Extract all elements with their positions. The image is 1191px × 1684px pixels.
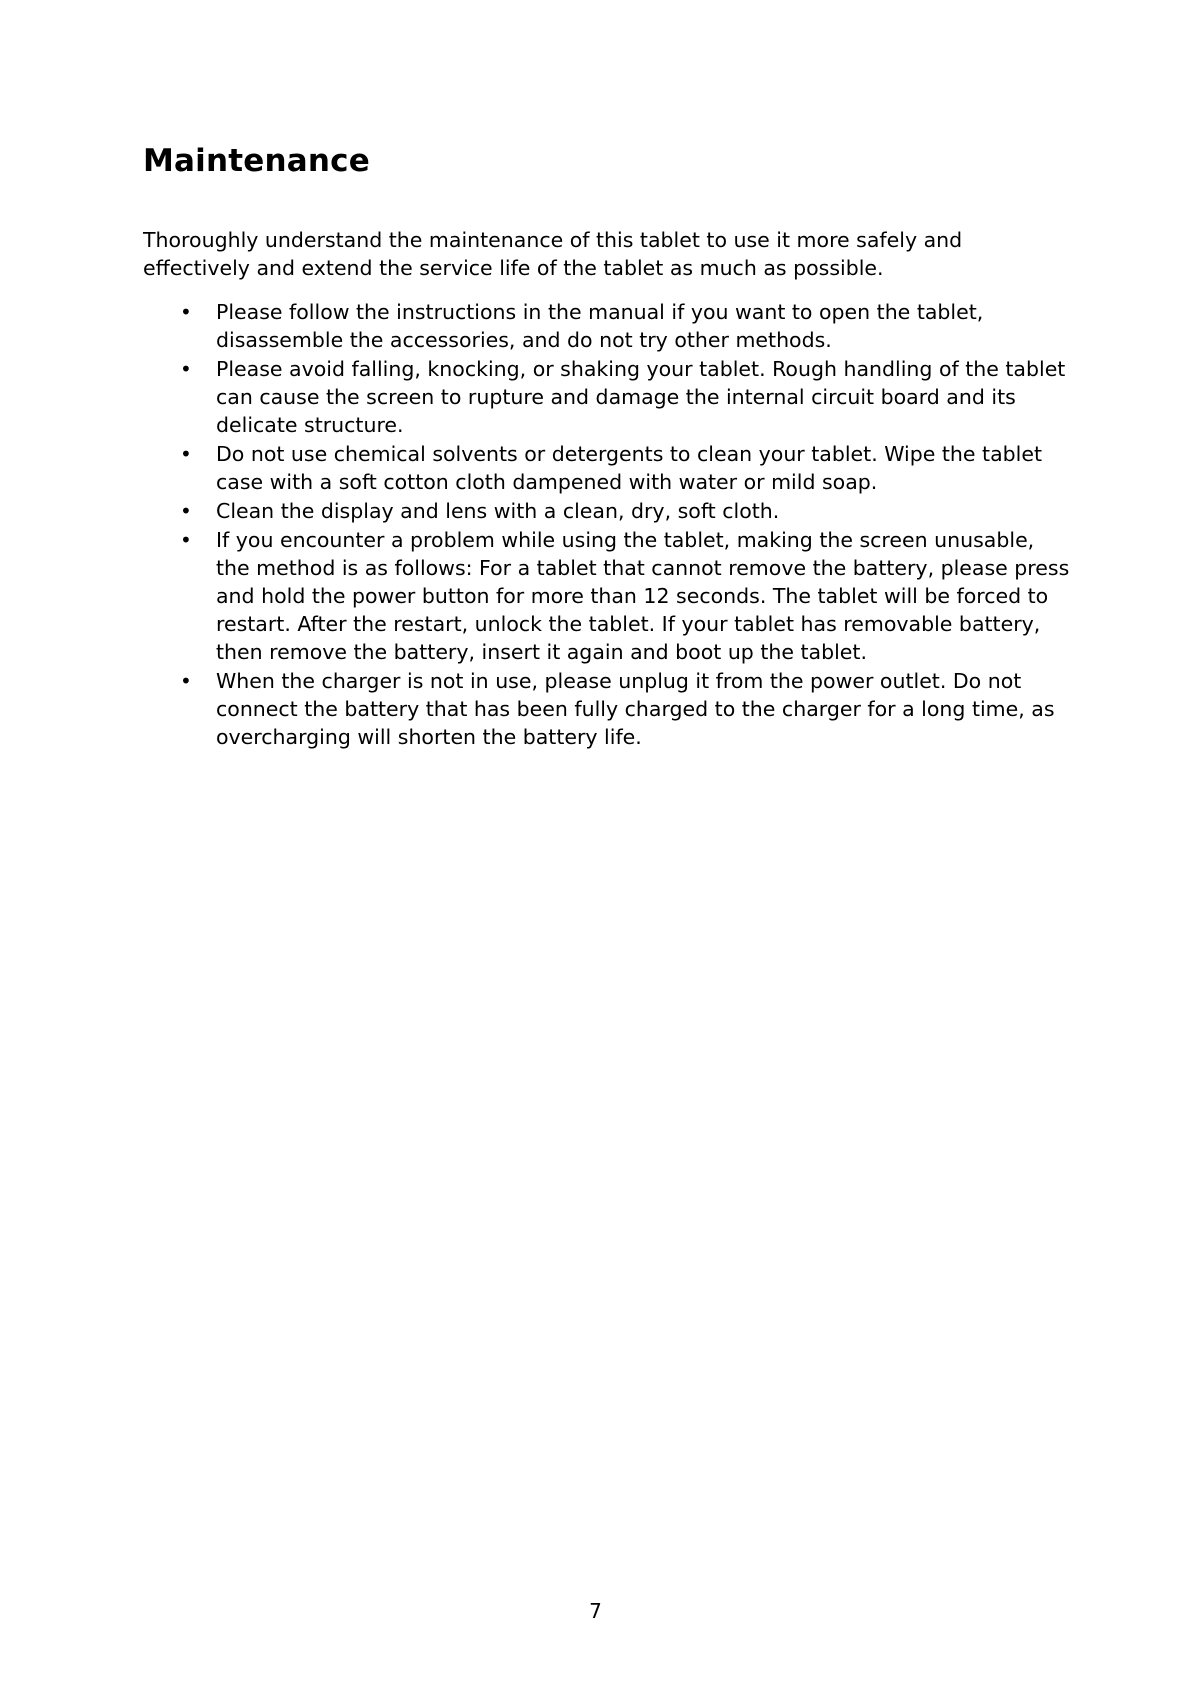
list-item <box>143 497 1073 525</box>
list-item <box>143 298 1073 354</box>
bullet-icon: • <box>180 669 192 693</box>
list-item-text: Please avoid falling, knocking, or shaking your tablet. Rough handling of the tablet can cause the screen to rupture and damage the internal circuit board and its delicate structure. <box>216 357 1066 437</box>
bullet-icon: • <box>180 357 192 381</box>
bullet-icon: • <box>180 442 192 466</box>
list-item <box>143 526 1073 666</box>
bullet-icon: • <box>180 300 192 324</box>
list-item-text: If you encounter a problem while using the tablet, making the screen unusable, the method is as follows: For a tablet that cannot remove the battery, please press and hold the power button for more than 12 seconds. The tablet will be forced to restart. After the restart, unlock the tablet. If your tablet has removable battery, then remove the battery, insert it again and boot up the tablet. <box>216 528 1070 664</box>
bullet-icon: • <box>180 528 192 552</box>
list-item <box>143 440 1073 496</box>
list-item-text: When the charger is not in use, please unplug it from the power outlet. Do not connect the battery that has been fully charged to the charger for a long time, as overcharging will shorten the battery life. <box>216 669 1055 749</box>
page-number: 7 <box>589 1599 602 1623</box>
list-item <box>143 355 1073 439</box>
bullet-icon: • <box>180 499 192 523</box>
list-item-text: Clean the display and lens with a clean, dry, soft cloth. <box>216 499 780 523</box>
page-title: Maintenance <box>143 143 370 179</box>
list-item-text: Please follow the instructions in the manual if you want to open the tablet, disassemble the accessories, and do not try other methods. <box>216 300 984 352</box>
maintenance-list <box>143 298 1073 752</box>
intro-paragraph: Thoroughly understand the maintenance of this tablet to use it more safely and effectively and extend the service life of the tablet as much as possible. <box>143 228 963 280</box>
list-item <box>143 667 1073 751</box>
list-item-text: Do not use chemical solvents or detergents to clean your tablet. Wipe the tablet case with a soft cotton cloth dampened with water or mild soap. <box>216 442 1043 494</box>
